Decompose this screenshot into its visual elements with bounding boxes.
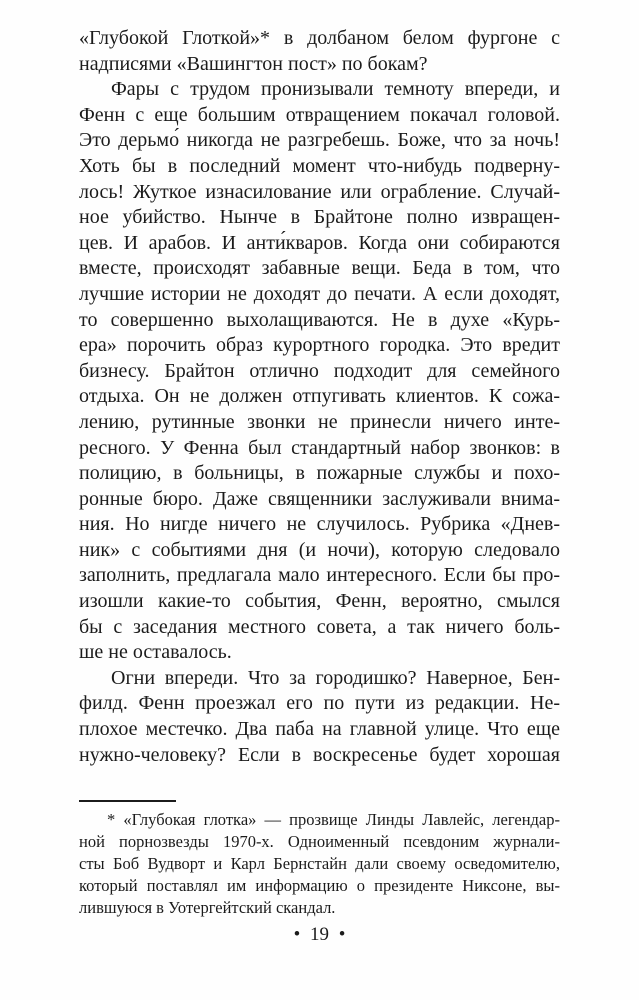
text-line: Фенн с еще большим отвращением покачал головой. [79,103,560,126]
footnote-line: который поставлял им информацию о президенте Никсоне, вы- [79,876,560,895]
footnote-separator [79,800,176,802]
text-line: нужно-человеку? Если в воскресенье будет хорошая [79,743,560,766]
text-line: лось! Жуткое изнасилование или ограбление. Случай- [79,180,560,203]
text-line: ше не оставалось. [79,641,232,664]
footnote-text [79,809,560,919]
text-line: Фары с трудом пронизывали темноту впереди, и [111,78,560,101]
text-line: ное убийство. Нынче в Брайтоне полно извращен- [79,206,560,229]
text-line: ронные бюро. Даже священники заслуживали внима- [79,487,560,510]
text-line: ера» порочить образ курортного городка. Это вредит [79,334,560,357]
footnote-line: лившуюся в Уотергейтский скандал. [79,898,336,917]
text-line: ния. Но нигде ничего не случилось. Рубрика «Днев- [79,513,560,536]
text-line: бизнесу. Брайтон отлично подходит для семейного [79,359,560,382]
text-line: Хоть бы в последний момент что-нибудь подверну- [79,154,560,177]
text-line: лению, рутинные звонки не принесли ничего инте- [79,410,560,433]
text-line: «Глубокой Глоткой»* в долбаном белом фургоне с [79,27,560,49]
text-line: бы с заседания местного совета, а так ничего боль- [79,615,560,638]
footnote-line: * «Глубокая глотка» — прозвище Линды Лавлейс, легендар- [107,810,560,829]
text-line: надписями «Вашингтон пост» по бокам? [79,52,428,75]
text-line: отдыха. Он не должен отпугивать клиентов. К сожа- [79,385,560,408]
footnote-line: сты Боб Вудворт и Карл Бернстайн дали своему осведомителю, [79,854,560,873]
text-line: филд. Фенн проезжал его по пути из редакции. Не- [79,692,560,715]
page-number: • 19 • [293,924,346,945]
text-line: лучшие истории не доходят до печати. А если доходят, [79,282,560,305]
paragraph [79,26,560,77]
paragraph [79,666,560,768]
paragraph [79,77,560,666]
text-line: вместе, происходят забавные вещи. Беда в том, что [79,257,560,280]
text-line: Огни впереди. Что за городишко? Наверное, Бен- [111,666,560,689]
text-line: изошли какие-то события, Фенн, вероятно, смылся [79,590,560,613]
text-line: то совершенно выхолащиваются. Не в духе «Курь- [79,308,560,331]
text-line: плохое местечко. Два паба на главной улице. Что еще [79,718,560,741]
body-text [79,26,560,768]
text-line: полицию, в больницы, в пожарные службы и похо- [79,462,560,485]
text-line: Это дерьмо́ никогда не разгребешь. Боже, что за ночь! [79,129,560,152]
footnote-line: ной порнозвезды 1970-х. Одноименный псевдоним журнали- [79,832,560,851]
text-line: ник» с событиями дня (и ночи), которую следовало [79,538,560,561]
text-line: цев. И арабов. И анти́кваров. Когда они собираются [79,231,560,254]
text-line: ресного. У Фенна был стандартный набор звонков: в [79,436,560,459]
text-line: заполнить, предлагала мало интересного. Если бы про- [79,564,560,587]
